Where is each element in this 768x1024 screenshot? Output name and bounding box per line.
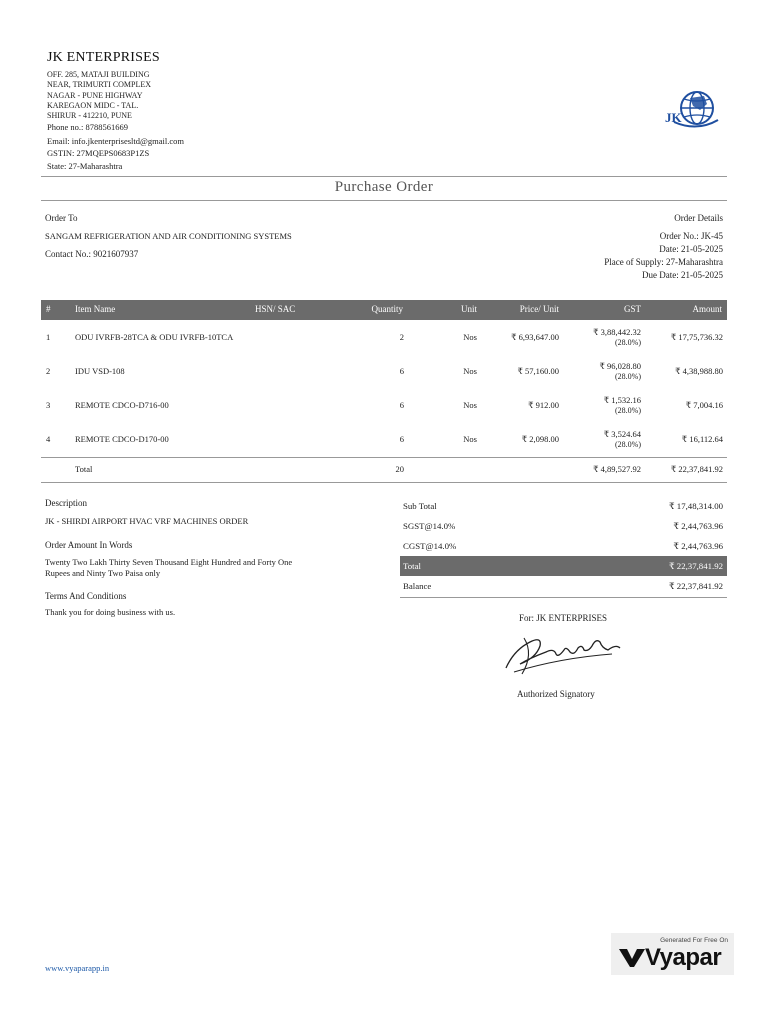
order-to-label: Order To bbox=[45, 213, 78, 223]
row-num: 3 bbox=[46, 400, 51, 410]
col-amount: Amount bbox=[692, 304, 722, 314]
logo-text: JK bbox=[665, 110, 682, 125]
vendor-name: SANGAM REFRIGERATION AND AIR CONDITIONING SYSTEMS bbox=[45, 231, 292, 241]
row-gst-rate: (28.0%) bbox=[615, 372, 641, 381]
grand-total-label: Total bbox=[403, 561, 421, 571]
address-line: OFF. 285, MATAJI BUILDING bbox=[47, 70, 150, 79]
subtotal-row bbox=[400, 496, 727, 516]
due-date: Due Date: 21-05-2025 bbox=[642, 270, 723, 280]
description-text: JK - SHIRDI AIRPORT HVAC VRF MACHINES ORDER bbox=[45, 516, 249, 526]
row-amount: ₹ 7,004.16 bbox=[685, 400, 723, 410]
row-gst-rate: (28.0%) bbox=[615, 338, 641, 347]
vendor-contact: Contact No.: 9021607937 bbox=[45, 249, 139, 259]
row-num: 4 bbox=[46, 434, 51, 444]
col-price: Price/ Unit bbox=[519, 304, 559, 314]
address-line: NEAR, TRIMURTI COMPLEX bbox=[47, 80, 152, 90]
row-price: ₹ 912.00 bbox=[528, 400, 559, 410]
table-bottom-divider bbox=[41, 482, 727, 483]
grand-total-value: ₹ 22,37,841.92 bbox=[669, 561, 723, 571]
cgst-row bbox=[400, 536, 727, 556]
address-line: SHIRUR - 412210, PUNE bbox=[47, 111, 132, 121]
company-email: Email: info.jkenterprisesltd@gmail.com bbox=[47, 136, 184, 146]
amount-in-words-line: Twenty Two Lakh Thirty Seven Thousand Eight Hundred and Forty One bbox=[45, 557, 293, 567]
balance-row bbox=[400, 576, 727, 596]
footer-link[interactable]: www.vyaparapp.in bbox=[45, 963, 110, 973]
row-price: ₹ 57,160.00 bbox=[517, 366, 559, 376]
row-unit: Nos bbox=[463, 434, 477, 444]
table-divider bbox=[41, 457, 727, 458]
row-qty: 6 bbox=[399, 400, 404, 410]
order-number: Order No.: JK-45 bbox=[659, 231, 723, 241]
row-amount: ₹ 17,75,736.32 bbox=[670, 332, 723, 342]
vyapar-brand: Vyapar bbox=[645, 944, 722, 971]
order-details-label: Order Details bbox=[674, 213, 723, 223]
row-gst-rate: (28.0%) bbox=[615, 406, 641, 415]
col-unit: Unit bbox=[460, 304, 477, 314]
sgst-value: ₹ 2,44,763.96 bbox=[673, 521, 723, 531]
row-gst: ₹ 3,524.64 bbox=[603, 429, 641, 439]
row-num: 2 bbox=[46, 366, 51, 376]
row-price: ₹ 6,93,647.00 bbox=[511, 332, 559, 342]
row-item: IDU VSD-108 bbox=[75, 366, 125, 376]
cgst-label: CGST@14.0% bbox=[403, 541, 457, 551]
header-divider bbox=[41, 176, 727, 177]
col-qty: Quantity bbox=[371, 304, 403, 314]
company-phone: Phone no.: 8788561669 bbox=[47, 122, 128, 132]
grand-total-row bbox=[400, 556, 727, 576]
table-header bbox=[41, 300, 727, 320]
vyapar-badge bbox=[611, 933, 734, 975]
row-gst-rate: (28.0%) bbox=[615, 440, 641, 449]
description-label: Description bbox=[45, 498, 87, 508]
address-line: KAREGAON MIDC - TAL. bbox=[47, 100, 139, 110]
col-hsn: HSN/ SAC bbox=[255, 304, 296, 314]
page-title: Purchase Order bbox=[334, 179, 434, 195]
row-item: REMOTE CDCO-D170-00 bbox=[75, 434, 169, 444]
balance-label: Balance bbox=[403, 581, 432, 591]
company-address bbox=[47, 70, 151, 121]
address-line: NAGAR - PUNE HIGHWAY bbox=[47, 90, 143, 100]
summary-divider bbox=[400, 597, 727, 598]
company-name: JK ENTERPRISES bbox=[47, 50, 160, 65]
subtotal-value: ₹ 17,48,314.00 bbox=[669, 501, 723, 511]
total-amount: ₹ 22,37,841.92 bbox=[670, 464, 723, 474]
sgst-row bbox=[400, 516, 727, 536]
row-gst: ₹ 96,028.80 bbox=[599, 361, 641, 371]
row-qty: 2 bbox=[399, 332, 404, 342]
terms-label: Terms And Conditions bbox=[45, 591, 127, 601]
terms-text: Thank you for doing business with us. bbox=[45, 607, 176, 617]
balance-value: ₹ 22,37,841.92 bbox=[669, 581, 723, 591]
authorized-signatory: Authorized Signatory bbox=[517, 689, 595, 699]
row-gst: ₹ 3,88,442.32 bbox=[593, 327, 641, 337]
row-num: 1 bbox=[46, 332, 51, 342]
row-item: REMOTE CDCO-D716-00 bbox=[75, 400, 169, 410]
total-label: Total bbox=[75, 464, 93, 474]
row-unit: Nos bbox=[463, 366, 477, 376]
row-unit: Nos bbox=[463, 332, 477, 342]
subtotal-label: Sub Total bbox=[403, 501, 437, 511]
vyapar-logo-icon bbox=[619, 949, 645, 967]
row-amount: ₹ 4,38,988.80 bbox=[675, 366, 723, 376]
signature-for: For: JK ENTERPRISES bbox=[519, 613, 608, 623]
amount-in-words-line: Rupees and Ninty Two Paisa only bbox=[45, 568, 161, 578]
cgst-value: ₹ 2,44,763.96 bbox=[673, 541, 723, 551]
row-amount: ₹ 16,112.64 bbox=[681, 434, 723, 444]
total-gst: ₹ 4,89,527.92 bbox=[593, 464, 641, 474]
amount-in-words-label: Order Amount In Words bbox=[45, 540, 133, 550]
col-num: # bbox=[46, 304, 51, 314]
col-item: Item Name bbox=[75, 304, 116, 314]
place-of-supply: Place of Supply: 27-Maharashtra bbox=[604, 257, 723, 267]
row-unit: Nos bbox=[463, 400, 477, 410]
row-price: ₹ 2,098.00 bbox=[521, 434, 559, 444]
generated-text: Generated For Free On bbox=[660, 937, 728, 944]
company-logo bbox=[660, 88, 720, 132]
title-divider bbox=[41, 200, 727, 201]
total-qty: 20 bbox=[395, 464, 404, 474]
row-gst: ₹ 1,532.16 bbox=[603, 395, 641, 405]
company-state: State: 27-Maharashtra bbox=[47, 161, 123, 171]
col-gst: GST bbox=[623, 304, 641, 314]
order-date: Date: 21-05-2025 bbox=[659, 244, 723, 254]
row-qty: 6 bbox=[399, 366, 404, 376]
signature-image bbox=[500, 628, 626, 680]
row-item: ODU IVRFB-28TCA & ODU IVRFB-10TCA bbox=[75, 332, 234, 342]
row-qty: 6 bbox=[399, 434, 404, 444]
company-gstin: GSTIN: 27MQEPS0683P1ZS bbox=[47, 148, 150, 158]
sgst-label: SGST@14.0% bbox=[403, 521, 456, 531]
